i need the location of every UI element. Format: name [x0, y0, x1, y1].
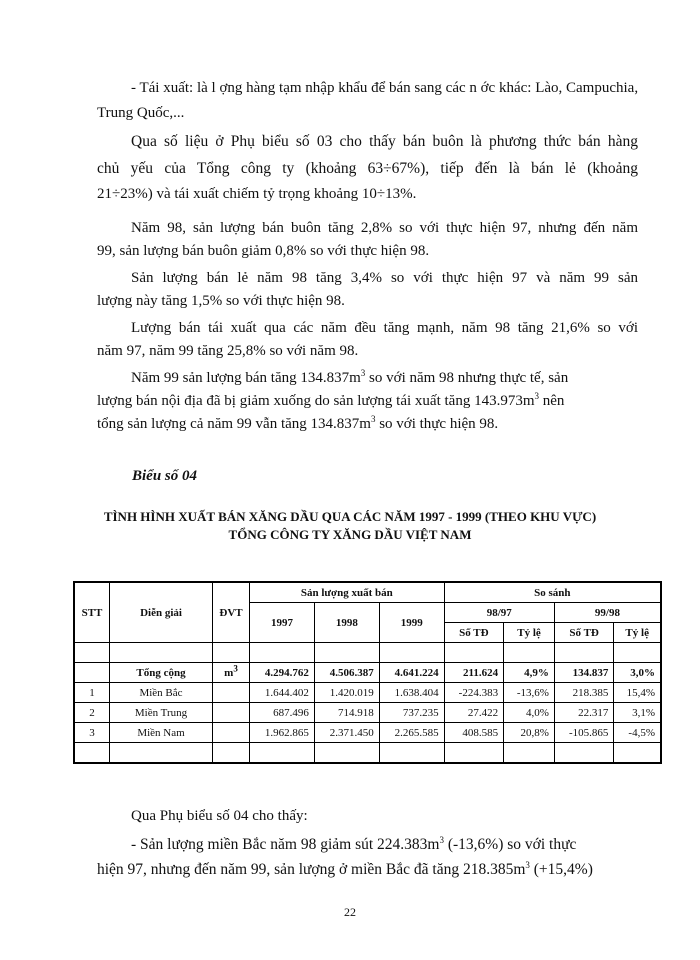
intro-line-2: Trung Quốc,...: [97, 105, 185, 121]
header-ty-le-1: Tỷ lệ: [504, 623, 555, 643]
after-line-0: Qua Phụ biểu số 04 cho thấy:: [131, 808, 308, 824]
para1-line-1: Qua số liệu ở Phụ biểu số 03 cho thấy bán buôn là phương thức bán hàng: [131, 133, 638, 150]
header-so-td-1: Số TĐ: [444, 623, 503, 643]
table-row: 3 Miền Nam 1.962.865 2.371.450 2.265.585 408.585 20,8% -105.865 -4,5%: [74, 723, 661, 743]
table-title-line-2: TỔNG CÔNG TY XĂNG DẦU VIỆT NAM: [228, 527, 472, 542]
para1-line-2: chủ yếu của Tổng công ty (khoảng 63÷67%), tiếp đến là bán lẻ (khoảng: [97, 160, 638, 177]
header-stt: STT: [74, 582, 110, 643]
empty-row: [74, 643, 661, 663]
header-98-97: 98/97: [444, 603, 554, 623]
header-so-td-2: Số TĐ: [554, 623, 613, 643]
after-line-2: hiện 97, nhưng đến năm 99, sản lượng ở miền Bắc đã tăng $218.385m^3$ (+15,4%): [97, 859, 593, 878]
header-so-sanh: So sánh: [444, 582, 661, 603]
table-row: 1 Miền Bắc 1.644.402 1.420.019 1.638.404 -224.383 -13,6% 218.385 15,4%: [74, 683, 661, 703]
empty-row: [74, 743, 661, 764]
header-1997: 1997: [250, 603, 315, 643]
page-number: 22: [344, 905, 356, 919]
table-row: 2 Miền Trung 687.496 714.918 737.235 27.422 4,0% 22.317 3,1%: [74, 703, 661, 723]
header-san-luong: Sản lượng xuất bán: [250, 582, 445, 603]
header-ty-le-2: Tỷ lệ: [614, 623, 661, 643]
para5-line-1: Năm 99 sản lượng bán tăng $134.837m^3$ so với năm 98 nhưng thực tế, sản: [131, 368, 569, 386]
header-1999: 1999: [379, 603, 444, 643]
para4-line-2: năm 97, năm 99 tăng 25,8% so với năm 98.: [97, 343, 359, 359]
table-row-total: Tổng cộng $m^3$ 4.294.762 4.506.387 4.641.224 211.624 4,9% 134.837 3,0%: [74, 663, 661, 683]
para3-line-2: lượng này tăng 1,5% so với thực hiện 98.: [97, 293, 345, 309]
para2-line-2: 99, sản lượng bán buôn giảm 0,8% so với thực hiện 98.: [97, 243, 430, 259]
header-dien-giai: Diễn giải: [110, 582, 213, 643]
para4-line-1: Lượng bán tái xuất qua các năm đều tăng mạnh, năm 98 tăng 21,6% so với: [131, 320, 638, 336]
para3-line-1: Sản lượng bán lẻ năm 98 tăng 3,4% so với thực hiện 97 và năm 99 sản: [131, 270, 638, 286]
header-99-98: 99/98: [554, 603, 661, 623]
intro-line-1: - Tái xuất: là l ợng hàng tạm nhập khẩu để bán sang các n ớc khác: Lào, Campuchia,: [131, 80, 639, 96]
after-line-1: - Sản lượng miền Bắc năm 98 giảm sút $224.383m^3$ (-13,6%) so với thực: [131, 834, 577, 853]
sales-table: [73, 581, 662, 764]
table-title-line-1: TÌNH HÌNH XUẤT BÁN XĂNG DẦU QUA CÁC NĂM 1997 - 1999 (THEO KHU VỰC): [103, 509, 597, 524]
header-dvt: ĐVT: [213, 582, 250, 643]
table-caption: Biểu số 04: [132, 468, 198, 484]
header-1998: 1998: [314, 603, 379, 643]
para5-line-2: lượng bán nội địa đã bị giảm xuống do sản lượng tái xuất tăng $143.973m^3$ nên: [97, 391, 565, 409]
para5-line-3: tổng sản lượng cả năm 99 vẫn tăng $134.837m^3$ so với thực hiện 98.: [97, 414, 499, 432]
para2-line-1: Năm 98, sản lượng bán buôn tăng 2,8% so với thực hiện 97, nhưng đến năm: [131, 220, 638, 236]
para1-line-3: 21÷23%) và tái xuất chiếm tỷ trọng khoảng 10÷13%.: [97, 186, 417, 202]
